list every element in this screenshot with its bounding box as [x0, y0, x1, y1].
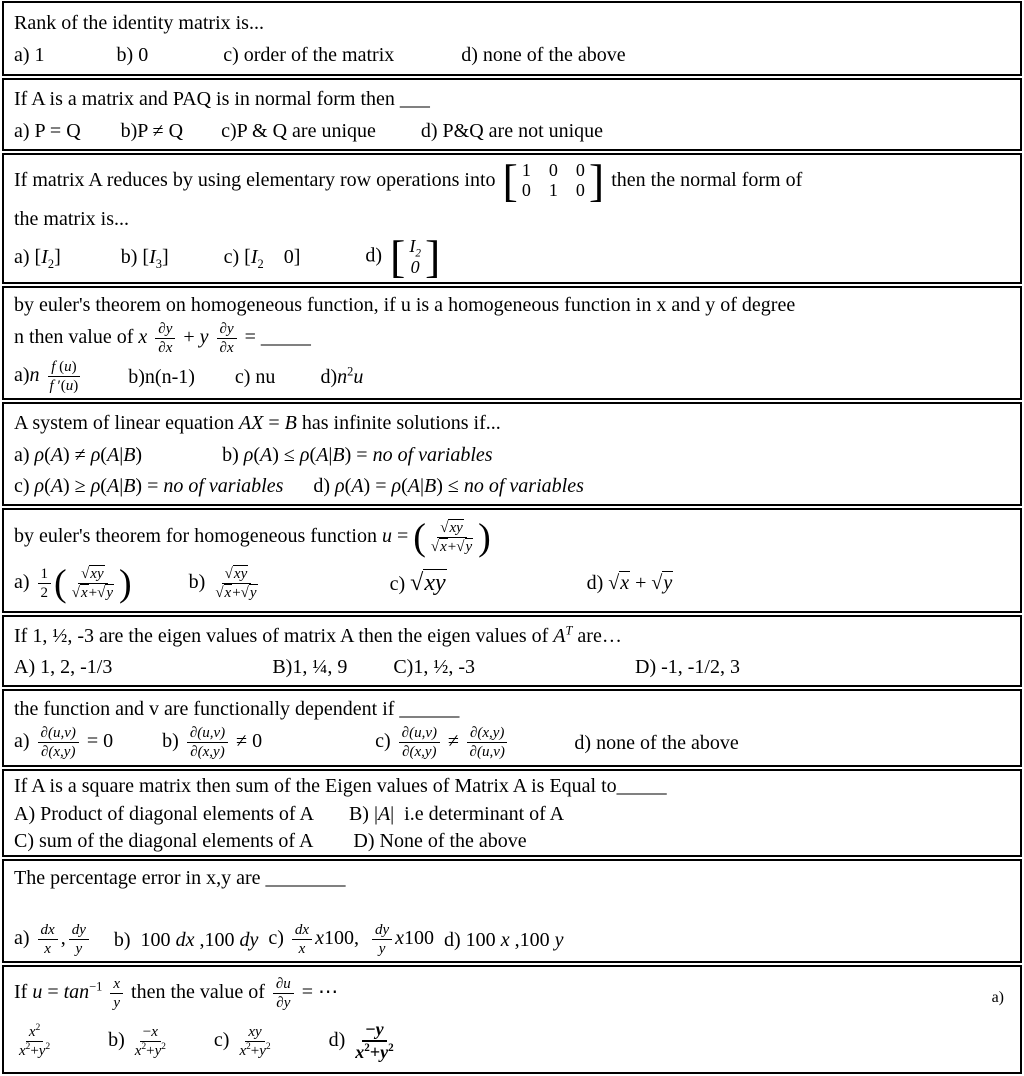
text-segment: A) 1, 2, -1/3: [14, 656, 113, 679]
options-line: [14, 205, 1010, 232]
text-segment: A system of linear equation AX = B has infinite solutions if...: [14, 412, 501, 435]
right-aligned-segment: a): [991, 989, 1004, 1006]
text-segment: If A is a square matrix then sum of the Eigen values of Matrix A is Equal to_____: [14, 775, 667, 798]
text-segment: the matrix is...: [14, 208, 129, 231]
text-segment: $d)n^2u$: [320, 364, 364, 388]
text-segment: d) P&Q are not unique: [420, 119, 604, 142]
text-segment: b) $\frac{\partial(u,v)}{\partial(x,y)}$ ≠ 0: [162, 725, 263, 761]
text-segment: the function and v are functionally dependent if ______: [14, 697, 460, 720]
text-segment: a) $[I_2]$: [14, 245, 61, 271]
text-segment: n then value of x $\frac{\partial y}{\partial x}$ + y $\frac{\partial y}{\partial x}$ = _____: [14, 320, 311, 356]
text-segment: by euler's theorem for homogeneous function u = ( $\frac{√xy}{√x+√y}$ ): [14, 516, 491, 559]
options-line: [14, 320, 1010, 357]
text-segment: d) ρ(A) = ρ(A|B) ≤ no of variables: [313, 475, 584, 498]
question-row: [2, 508, 1022, 613]
question-row: [2, 689, 1022, 767]
text-segment: a)n $\frac{f (u)}{f '(u)}$: [14, 359, 79, 395]
options-line: [14, 724, 1010, 761]
text-segment: c) $\frac{\partial(u,v)}{\partial(x,y)}$ ≠ $\frac{\partial(x,y)}{\partial(u,v)}$: [375, 724, 510, 761]
options-line: [14, 893, 1010, 919]
text-segment: a) $\frac{1}{2}$ ( $\frac{√xy}{√x+√y}$ ): [14, 562, 132, 605]
text-segment: B)1, ¼, 9: [272, 656, 348, 679]
question-rows-container: [2, 1, 1022, 1074]
question-row: [2, 859, 1022, 963]
text-segment: b) $[I_3]$: [120, 245, 169, 271]
text-segment: D) -1, -1/2, 3: [635, 656, 740, 679]
text-segment: b) ρ(A) ≤ ρ(A|B) = no of variables: [222, 443, 493, 466]
text-segment: If 1, ½, -3 are the eigen values of matrix A then the eigen values of $A^T$ are…: [14, 623, 622, 648]
text-segment: d) $\frac{-y}{x^2+y^2}$: [328, 1018, 394, 1063]
text-segment: c) ρ(A) ≥ ρ(A|B) = no of variables: [14, 475, 284, 498]
text-segment: d) [ $I_2$ 0 ]: [365, 231, 441, 283]
text-segment: b) $\frac{√xy}{√x+√y}$: [188, 565, 257, 601]
question-row: [2, 1, 1022, 76]
question-row: [2, 78, 1022, 151]
text-segment: a) ρ(A) ≠ ρ(A|B): [14, 443, 143, 466]
text-segment: d) √x + √y: [586, 572, 673, 595]
text-segment: A) Product of diagonal elements of A: [14, 802, 314, 825]
options-line: [14, 117, 1010, 144]
question-text-line: [14, 85, 1010, 112]
text-segment: c) $\frac{dx}{x}$ x100, $\frac{dy}{y}$ x100: [268, 922, 435, 958]
text-segment: a) 1: [14, 44, 45, 67]
text-segment: D) None of the above: [353, 830, 527, 853]
question-row: [2, 153, 1022, 284]
text-segment: then the normal form of: [611, 169, 803, 192]
options-line: [14, 440, 1010, 467]
text-segment: c) nu: [234, 365, 276, 388]
question-text-line: [14, 409, 1010, 436]
options-line: [14, 827, 1010, 854]
question-row: [2, 402, 1022, 506]
question-text-line: [14, 9, 1010, 36]
options-line: [14, 472, 1010, 499]
options-line: [14, 358, 1010, 395]
text-segment: b) 0: [116, 44, 149, 67]
text-segment: c) √xy: [389, 569, 446, 596]
text-segment: C) sum of the diagonal elements of A: [14, 830, 314, 853]
text-segment: The percentage error in x,y are ________: [14, 867, 346, 890]
options-line: [14, 562, 1010, 605]
options-line: [14, 231, 1010, 283]
question-text-line: [14, 695, 1010, 722]
text-segment: by euler's theorem on homogeneous function, if u is a homogeneous function in x and y of degree: [14, 294, 796, 317]
question-row: [2, 615, 1022, 687]
text-segment: d) none of the above: [574, 731, 739, 754]
text-segment: d) 100 x ,100 y: [444, 928, 564, 951]
text-segment: a) P = Q: [14, 119, 81, 142]
text-segment: If $u = \tan^{-1}$ $\frac{x}{y}$ then the value of $\frac{\partial u}{\partial y}$ = ⋯: [14, 975, 339, 1011]
text-segment: b)n(n-1): [128, 365, 195, 388]
text-segment: Rank of the identity matrix is...: [14, 12, 264, 35]
text-segment: b) $\frac{-x}{x^2+y^2}$: [108, 1023, 166, 1059]
text-segment: c) order of the matrix: [223, 44, 395, 67]
question-row: [2, 286, 1022, 400]
text-segment: d) none of the above: [461, 44, 626, 67]
text-segment: a) $\frac{dx}{x}$ , $\frac{dy}{y}$: [14, 921, 92, 958]
options-line: [14, 799, 1010, 826]
question-text-line: [14, 772, 1010, 799]
options-line: [14, 1019, 1010, 1064]
text-segment: c)P & Q are unique: [221, 119, 376, 142]
text-segment: B) |A| i.e determinant of A: [348, 802, 565, 825]
question-text-line: [14, 154, 1010, 206]
question-text-line: [14, 864, 1010, 891]
options-line: [14, 653, 1010, 680]
text-segment: b) 100 dx ,100 dy: [113, 928, 259, 951]
question-text-line: [14, 975, 1010, 1012]
question-text-line: [14, 516, 1010, 559]
question-row: [2, 769, 1022, 857]
options-line: [14, 921, 1010, 958]
text-segment: c) $\frac{xy}{x^2+y^2}$: [213, 1023, 271, 1059]
question-text-line: [14, 291, 1010, 318]
text-segment: a) $\frac{\partial(u,v)}{\partial(x,y)}$ = 0: [14, 725, 114, 761]
text-segment: [ 1 0 0 0 1 0 ]: [502, 154, 605, 206]
text-segment: b)P ≠ Q: [120, 119, 184, 142]
text-segment: C)1, ½, -3: [393, 656, 475, 679]
options-line: [14, 41, 1010, 68]
question-text-line: [14, 622, 1010, 649]
text-segment: If matrix A reduces by using elementary row operations into: [14, 169, 496, 192]
text-segment: c) [$I_2$ 0]: [223, 245, 301, 271]
text-segment: $\frac{x^2}{x^2+y^2}$: [19, 1022, 51, 1059]
question-sheet: [2, 0, 1022, 1074]
question-row: [2, 965, 1022, 1074]
text-segment: If A is a matrix and PAQ is in normal form then ___: [14, 88, 430, 111]
